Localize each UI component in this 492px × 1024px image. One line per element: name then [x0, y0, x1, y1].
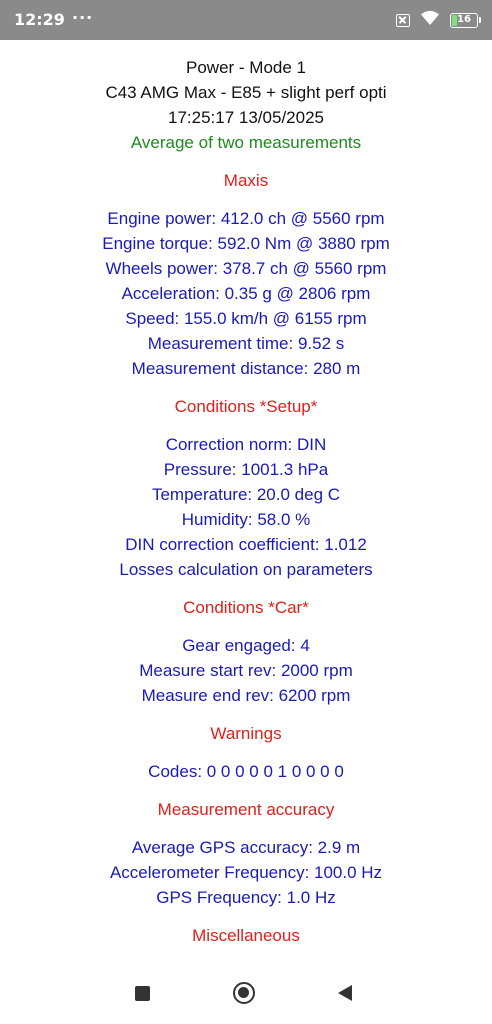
correction-norm: Correction norm: DIN	[165, 435, 327, 454]
section-heading-conditions-car: Conditions *Car*	[183, 598, 309, 617]
section-heading-warnings: Warnings	[210, 724, 282, 743]
speed: Speed: 155.0 km/h @ 6155 rpm	[125, 309, 367, 328]
engine-torque: Engine torque: 592.0 Nm @ 3880 rpm	[102, 234, 390, 253]
measure-start-rev: Measure start rev: 2000 rpm	[139, 661, 353, 680]
engine-power: Engine power: 412.0 ch @ 5560 rpm	[107, 209, 385, 228]
back-triangle-icon[interactable]	[338, 985, 352, 1001]
status-bar	[0, 0, 492, 40]
status-icons	[396, 10, 478, 30]
report-title: Power - Mode 1	[186, 58, 306, 77]
warning-codes: Codes: 0 0 0 0 0 1 0 0 0 0	[148, 762, 344, 781]
measurement-distance: Measurement distance: 280 m	[131, 359, 361, 378]
battery-level: 16	[457, 14, 471, 25]
temperature: Temperature: 20.0 deg C	[151, 485, 341, 504]
gear-engaged: Gear engaged: 4	[182, 636, 310, 655]
din-correction-coefficient: DIN correction coefficient: 1.012	[125, 535, 367, 554]
recents-square-icon[interactable]	[135, 986, 150, 1001]
accelerometer-frequency: Accelerometer Frequency: 100.0 Hz	[109, 863, 383, 882]
car-name: C43 AMG Max - E85 + slight perf opti	[105, 83, 387, 102]
wheels-power: Wheels power: 378.7 ch @ 5560 rpm	[105, 259, 387, 278]
navigation-bar	[0, 964, 492, 1024]
wifi-icon	[420, 10, 440, 30]
notification-dots-icon: ···	[72, 8, 94, 27]
report-content[interactable]	[0, 55, 492, 965]
sim-off-icon	[396, 14, 410, 27]
home-circle-icon[interactable]	[233, 982, 255, 1004]
section-heading-measurement-accuracy: Measurement accuracy	[157, 800, 335, 819]
average-gps-accuracy: Average GPS accuracy: 2.9 m	[131, 838, 361, 857]
pressure: Pressure: 1001.3 hPa	[163, 460, 329, 479]
humidity: Humidity: 58.0 %	[181, 510, 311, 529]
section-heading-maxis: Maxis	[223, 171, 269, 190]
section-heading-miscellaneous: Miscellaneous	[192, 926, 300, 945]
status-time: 12:29	[14, 10, 65, 29]
gps-frequency: GPS Frequency: 1.0 Hz	[156, 888, 336, 907]
measurement-time: Measurement time: 9.52 s	[147, 334, 345, 353]
losses-calculation: Losses calculation on parameters	[119, 560, 373, 579]
section-heading-conditions-setup: Conditions *Setup*	[174, 397, 318, 416]
acceleration: Acceleration: 0.35 g @ 2806 rpm	[121, 284, 371, 303]
battery-icon	[450, 13, 478, 28]
average-note: Average of two measurements	[130, 133, 362, 152]
measure-end-rev: Measure end rev: 6200 rpm	[141, 686, 351, 705]
report-datetime: 17:25:17 13/05/2025	[168, 108, 324, 127]
